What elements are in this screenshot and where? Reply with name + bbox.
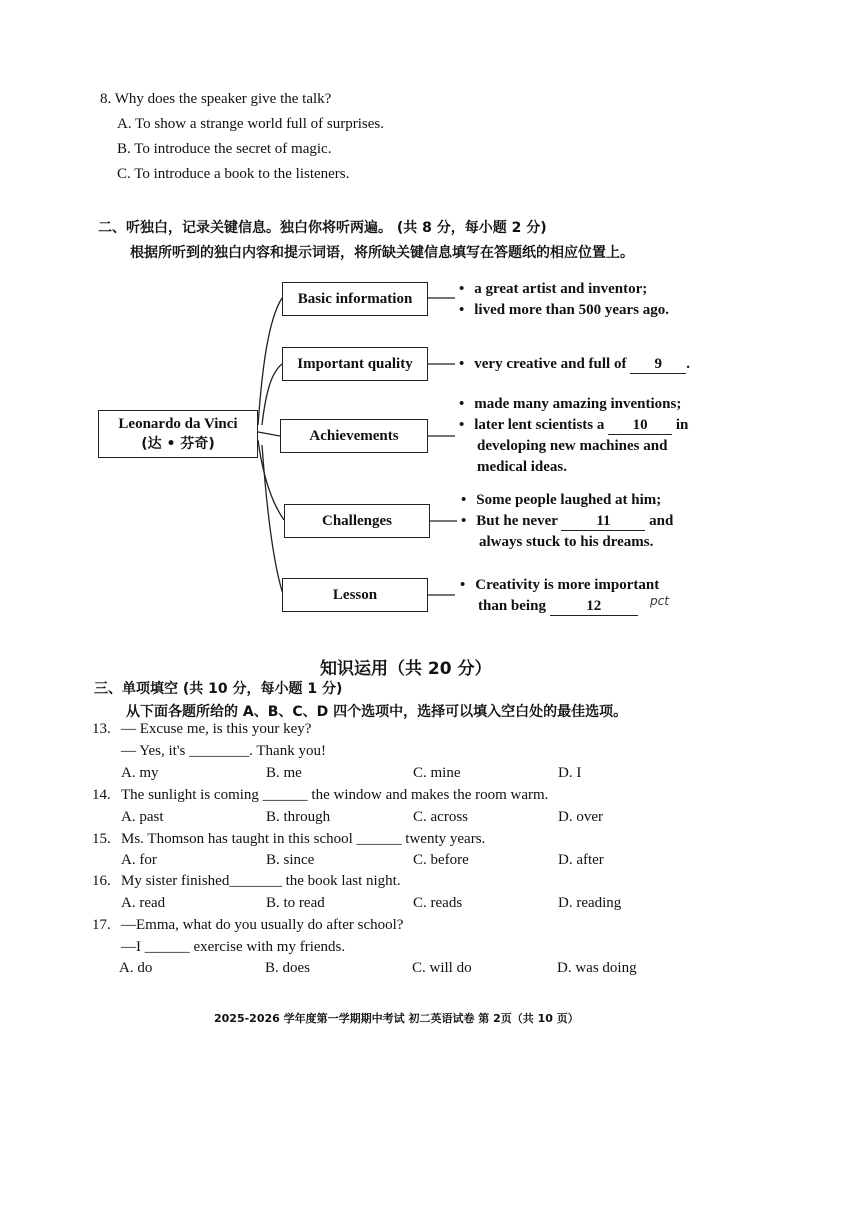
q15-number: 15. — [92, 831, 111, 847]
q14-option-d[interactable]: D. over — [558, 809, 603, 825]
achievements-line3: developing new machines and — [477, 438, 668, 454]
q13-option-c[interactable]: C. mine — [413, 765, 461, 781]
blank-10[interactable]: 10 — [608, 417, 672, 435]
bullet-icon: • — [459, 396, 465, 412]
page-footer: 2025-2026 学年度第一学期期中考试 初二英语试卷 第 2页（共 10 页） — [214, 1012, 579, 1025]
achievements-item: • made many amazing inventions; — [459, 396, 682, 412]
section3-heading: 三、单项填空 (共 10 分，每小题 1 分) — [94, 681, 343, 697]
bullet-icon: • — [459, 302, 465, 318]
q16-number: 16. — [92, 873, 111, 889]
q15-stem: Ms. Thomson has taught in this school ______ twenty years. — [121, 831, 486, 847]
q14-option-b[interactable]: B. through — [266, 809, 331, 825]
q15-option-a[interactable]: A. for — [121, 852, 157, 868]
q13-option-d[interactable]: D. I — [558, 765, 582, 781]
bullet-icon: • — [461, 492, 467, 508]
branch-achievements — [280, 419, 428, 453]
branch-important-quality — [282, 347, 428, 381]
center-title: Leonardo da Vinci — [118, 416, 238, 432]
challenges-item: • But he never 11 and — [461, 513, 674, 529]
q17-number: 17. — [92, 917, 111, 933]
center-subtitle: (达 • 芬奇) — [141, 436, 215, 452]
q13-option-a[interactable]: A. my — [121, 765, 159, 781]
branch-label: Basic information — [297, 290, 413, 307]
branch-basic-information — [282, 282, 428, 316]
lesson-item: • Creativity is more important — [460, 577, 660, 593]
challenges-item: • Some people laughed at him; — [461, 492, 662, 508]
mindmap-center-box — [98, 410, 258, 458]
achievements-item: • later lent scientists a 10 in — [459, 417, 689, 433]
q15-option-c[interactable]: C. before — [413, 852, 469, 868]
q17-option-b[interactable]: B. does — [265, 960, 310, 976]
blank-12[interactable]: 12 — [550, 598, 638, 616]
section3-instruction: 从下面各题所给的 A、B、C、D 四个选项中，选择可以填入空白处的最佳选项。 — [126, 704, 628, 720]
branch-label: Lesson — [332, 586, 378, 603]
q17-stem: —Emma, what do you usually do after school? — [121, 917, 404, 933]
challenges-line3: always stuck to his dreams. — [479, 534, 654, 550]
q14-option-c[interactable]: C. across — [413, 809, 468, 825]
branch-label: Important quality — [297, 355, 413, 372]
q13-option-b[interactable]: B. me — [266, 765, 302, 781]
q13-stem2: — Yes, it's ________. Thank you! — [121, 743, 326, 759]
branch-label: Achievements — [309, 427, 399, 444]
q16-option-b[interactable]: B. to read — [266, 895, 325, 911]
quality-item: • very creative and full of 9 . — [459, 356, 690, 372]
q17-option-a[interactable]: A. do — [119, 960, 153, 976]
q14-option-a[interactable]: A. past — [121, 809, 164, 825]
q8-option-a: A. To show a strange world full of surprises. — [117, 116, 384, 132]
branch-lesson — [282, 578, 428, 612]
bullet-icon: • — [459, 356, 465, 372]
q15-option-d[interactable]: D. after — [558, 852, 604, 868]
q8-option-b: B. To introduce the secret of magic. — [117, 141, 332, 157]
blank-11[interactable]: 11 — [561, 513, 645, 531]
knowledge-title: 知识运用（共 20 分） — [320, 659, 492, 679]
basic-info-item: • lived more than 500 years ago. — [459, 302, 669, 318]
branch-challenges — [284, 504, 430, 538]
q16-option-d[interactable]: D. reading — [558, 895, 622, 911]
q14-number: 14. — [92, 787, 111, 803]
branch-label: Challenges — [321, 512, 392, 529]
lesson-line2: than being 12 — [478, 598, 638, 616]
q16-option-c[interactable]: C. reads — [413, 895, 463, 911]
bullet-icon: • — [459, 281, 465, 297]
handwritten-note: pct — [650, 594, 669, 608]
q14-stem: The sunlight is coming ______ the window and makes the room warm. — [121, 787, 549, 803]
q17-option-c[interactable]: C. will do — [412, 960, 472, 976]
bullet-icon: • — [459, 417, 465, 433]
basic-info-item: • a great artist and inventor; — [459, 281, 648, 297]
q8-option-c: C. To introduce a book to the listeners. — [117, 166, 350, 182]
q15-option-b[interactable]: B. since — [266, 852, 315, 868]
q13-stem: — Excuse me, is this your key? — [121, 721, 312, 737]
q16-option-a[interactable]: A. read — [121, 895, 166, 911]
section2-instruction: 根据所听到的独白内容和提示词语，将所缺关键信息填写在答题纸的相应位置上。 — [130, 245, 634, 261]
q16-stem: My sister finished_______ the book last night. — [121, 873, 401, 889]
q17-option-d[interactable]: D. was doing — [557, 960, 637, 976]
q17-stem2: —I ______ exercise with my friends. — [121, 939, 346, 955]
bullet-icon: • — [460, 577, 466, 593]
blank-9[interactable]: 9 — [630, 356, 686, 374]
q8-stem: 8. Why does the speaker give the talk? — [100, 91, 332, 107]
q13-number: 13. — [92, 721, 111, 737]
bullet-icon: • — [461, 513, 467, 529]
achievements-line4: medical ideas. — [477, 459, 567, 475]
section2-heading: 二、听独白，记录关键信息。独白你将听两遍。 (共 8 分，每小题 2 分) — [98, 220, 547, 236]
